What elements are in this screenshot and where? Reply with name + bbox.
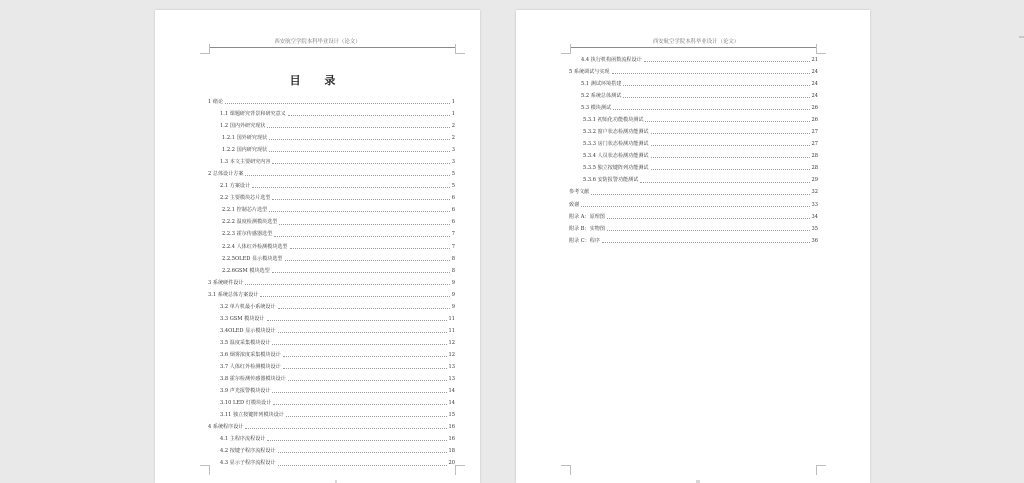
toc-dot-leader <box>283 368 447 369</box>
toc-dot-leader <box>278 452 447 453</box>
document-page-2 <box>516 10 870 483</box>
toc-entry[interactable] <box>220 154 455 165</box>
toc-entry[interactable] <box>222 215 455 226</box>
toc-entry-label: 2.1 方案设计 <box>220 183 251 190</box>
toc-dot-leader <box>272 392 446 393</box>
toc-entry-label: 3.4OLED 显示模块设计 <box>220 327 276 334</box>
toc-entry[interactable] <box>220 335 455 346</box>
toc-entry[interactable] <box>569 197 818 208</box>
toc-entry-label: 附录 B：实物图 <box>569 225 605 232</box>
toc-entry-label: 2.2 主要模块芯片选型 <box>220 195 271 202</box>
toc-entry[interactable] <box>581 76 818 87</box>
toc-entry-label: 1.2 国内外研究现状 <box>220 123 266 129</box>
toc-entry-page: 16 <box>448 436 455 443</box>
toc-entry-page: 1 <box>451 98 455 105</box>
toc-entry-label: 5.3.3 房门状态检测功能测试 <box>583 141 649 148</box>
page-header: 西安航空学院本科毕业设计（论文） <box>652 39 740 45</box>
margin-corner-mark <box>455 44 465 54</box>
document-page-1 <box>155 10 480 483</box>
toc-entry-label: 4.4 执行机构函数流程设计 <box>581 56 642 63</box>
toc-entry[interactable] <box>220 371 455 382</box>
toc-dot-leader <box>260 296 449 297</box>
toc-entry-label: 3.1 系统总体方案设计 <box>208 291 259 298</box>
toc-entry-page: 27 <box>811 129 818 136</box>
margin-corner-mark <box>455 465 465 475</box>
toc-dot-leader <box>602 242 810 243</box>
toc-entry[interactable] <box>222 227 455 238</box>
toc-dot-leader <box>607 218 810 219</box>
toc-entry-page: 5 <box>451 171 455 178</box>
toc-entry-page: 13 <box>448 364 455 370</box>
toc-entry[interactable] <box>220 178 455 189</box>
toc-entry[interactable] <box>220 323 455 334</box>
toc-entry-page: 5 <box>451 183 455 190</box>
toc-entry[interactable] <box>569 221 818 232</box>
toc-entry-page: 16 <box>448 424 455 431</box>
toc-entry[interactable] <box>222 202 455 213</box>
toc-dot-leader <box>278 465 447 466</box>
toc-entry-label: 2.2.3 霍尔传感器选型 <box>222 231 273 238</box>
toc-entry-label: 致谢 <box>569 201 580 208</box>
toc-entry-label: 4.3 显示子程序流程设计 <box>220 460 276 467</box>
toc-dot-leader <box>640 182 809 183</box>
toc-dot-leader <box>286 416 447 417</box>
toc-dot-leader <box>283 356 447 357</box>
toc-entry[interactable] <box>208 419 455 430</box>
toc-dot-leader <box>272 272 450 273</box>
toc-dot-leader <box>267 440 446 441</box>
toc-entry-label: 5.3.5 独立按键阵列功能测试 <box>583 165 649 172</box>
toc-entry[interactable] <box>220 407 455 418</box>
toc-entry-label: 2.2.2 温度检测模块选型 <box>222 219 278 226</box>
toc-entry-label: 1.3 本文主要研究内容 <box>220 159 271 166</box>
toc-entry-page: 9 <box>451 291 455 298</box>
toc-entry-label: 5.2 系统总体测试 <box>581 93 622 100</box>
toc-entry[interactable] <box>583 148 818 159</box>
toc-entry[interactable] <box>583 124 818 135</box>
toc-dot-leader <box>591 194 809 195</box>
toc-entry-label: 1 绪论 <box>208 98 224 105</box>
toc-entry-label: 1.2.2 国内研究现状 <box>222 147 268 154</box>
toc-entry[interactable] <box>208 275 455 286</box>
toc-entry[interactable] <box>222 130 455 141</box>
toc-entry[interactable] <box>220 190 455 201</box>
toc-dot-leader <box>279 224 449 225</box>
toc-dot-leader <box>623 85 809 86</box>
toc-entry[interactable] <box>569 64 818 75</box>
toc-entry[interactable] <box>208 94 455 105</box>
toc-entry-page: 6 <box>451 195 455 202</box>
toc-entry-label: 5.3.2 窗户状态检测功能测试 <box>583 129 649 136</box>
toc-dot-leader <box>644 61 810 62</box>
toc-entry-page: 6 <box>451 207 455 214</box>
toc-entry-label: 5.3.1 初始化功能模块测试 <box>583 117 644 124</box>
toc-entry[interactable] <box>581 88 818 99</box>
toc-entry-page: 13 <box>448 376 455 383</box>
toc-entry-page: 11 <box>448 315 455 322</box>
toc-entry-label: 3.8 霍尔检测传感器模块设计 <box>220 376 286 383</box>
page-header: 西安航空学院本科毕业设计（论文） <box>274 39 361 45</box>
toc-entry-page: 7 <box>451 243 455 250</box>
toc-entry-page: 2 <box>451 123 455 129</box>
toc-entry-label: 5.3.6 安防报警功能测试 <box>583 177 639 184</box>
toc-entry-page: 24 <box>811 93 818 100</box>
toc-dot-leader <box>267 320 447 321</box>
toc-entry-label: 5.3 模块测试 <box>581 105 612 112</box>
toc-dot-leader <box>245 428 446 429</box>
toc-dot-leader <box>273 404 446 405</box>
toc-entry-page: 20 <box>448 460 455 467</box>
toc-entry-label: 4.2 按键子程序流程设计 <box>220 448 276 455</box>
toc-entry-page: 6 <box>451 219 455 226</box>
toc-entry-page: 27 <box>811 141 818 148</box>
margin-corner-mark <box>561 44 571 54</box>
page-number: I <box>335 480 337 483</box>
toc-entry[interactable] <box>581 52 818 63</box>
toc-dot-leader <box>245 284 449 285</box>
toc-entry[interactable] <box>583 173 818 184</box>
toc-entry-label: 3.11 独立按键阵列模块设计 <box>220 412 284 419</box>
toc-entry-page: 11 <box>448 327 455 334</box>
header-rule <box>210 47 455 48</box>
toc-entry-page: 12 <box>448 339 455 346</box>
toc-dot-leader <box>269 211 450 212</box>
toc-entry[interactable] <box>583 160 818 171</box>
toc-entry-label: 2.2.1 控制芯片选型 <box>222 207 268 214</box>
toc-entry[interactable] <box>569 209 818 220</box>
toc-entry-page: 18 <box>448 448 455 455</box>
toc-entry-page: 33 <box>811 201 818 208</box>
toc-entry[interactable] <box>208 166 455 177</box>
toc-dot-leader <box>269 151 450 152</box>
toc-entry-page: 1 <box>451 110 455 117</box>
toc-entry-page: 14 <box>448 400 455 407</box>
toc-entry[interactable] <box>222 251 455 262</box>
toc-dot-leader <box>613 109 809 110</box>
header-rule <box>571 47 816 48</box>
toc-entry-label: 2 总体设计方案 <box>208 171 244 178</box>
toc-dot-leader <box>290 248 450 249</box>
toc-dot-leader <box>278 308 450 309</box>
toc-entry[interactable] <box>569 233 818 244</box>
toc-entry-label: 2.2.5OLED 显示模块选型 <box>222 255 283 262</box>
toc-entry-page: 14 <box>448 388 455 395</box>
toc-entry[interactable] <box>583 136 818 147</box>
toc-entry-page: 3 <box>451 147 455 154</box>
toc-entry-page: 28 <box>811 153 818 160</box>
toc-entry-page: 26 <box>811 117 818 124</box>
toc-entry-page: 36 <box>811 237 818 244</box>
toc-entry[interactable] <box>220 106 455 117</box>
toc-dot-leader <box>288 115 450 116</box>
toc-entry-page: 21 <box>811 56 818 63</box>
toc-entry-label: 4 系统程序设计 <box>208 424 244 431</box>
toc-entry[interactable] <box>220 431 455 442</box>
toc-entry[interactable] <box>220 118 455 129</box>
scroll-marker <box>1019 36 1024 38</box>
toc-dot-leader <box>278 332 447 333</box>
toc-entry-label: 5.1 测试环境搭建 <box>581 81 622 87</box>
toc-entry-page: 34 <box>811 213 818 220</box>
toc-entry-label: 2.2.4 人体红外检测模块选型 <box>222 243 288 250</box>
toc-entry[interactable] <box>222 239 455 250</box>
toc-entry-page: 26 <box>811 105 818 112</box>
toc-entry-page: 7 <box>451 231 455 238</box>
toc-dot-leader <box>288 380 447 381</box>
toc-entry[interactable] <box>220 395 455 406</box>
toc-entry-page: 35 <box>811 225 818 232</box>
toc-entry[interactable] <box>220 383 455 394</box>
toc-entry-page: 9 <box>451 279 455 286</box>
toc-dot-leader <box>651 145 810 146</box>
toc-entry-label: 1.1 课题研究背景和研究意义 <box>220 110 286 117</box>
toc-dot-leader <box>245 175 449 176</box>
toc-entry-label: 3.6 烟雾浓度采集模块设计 <box>220 351 281 358</box>
toc-entry-label: 附录 C：程序 <box>569 237 600 244</box>
toc-entry-page: 2 <box>451 135 455 142</box>
toc-entry[interactable] <box>583 112 818 123</box>
toc-dot-leader <box>252 187 450 188</box>
toc-entry-label: 附录 A：原理图 <box>569 213 605 220</box>
toc-entry-label: 5 系统调试与实现 <box>569 68 610 75</box>
toc-entry-page: 32 <box>811 189 818 196</box>
toc-entry[interactable] <box>220 359 455 370</box>
toc-entry-page: 15 <box>448 412 455 419</box>
toc-entry-label: 4.1 主程序流程设计 <box>220 436 266 443</box>
toc-entry[interactable] <box>208 287 455 298</box>
toc-dot-leader <box>651 169 810 170</box>
toc-entry[interactable] <box>222 263 455 274</box>
toc-dot-leader <box>267 127 449 128</box>
toc-entry-page: 8 <box>451 255 455 262</box>
toc-dot-leader <box>651 157 810 158</box>
margin-corner-mark <box>200 44 210 54</box>
margin-corner-mark <box>200 465 210 475</box>
toc-entry[interactable] <box>220 347 455 358</box>
toc-dot-leader <box>272 199 449 200</box>
page-number: II <box>696 480 700 483</box>
toc-dot-leader <box>274 236 450 237</box>
toc-entry-label: 3.9 声光报警模块设计 <box>220 388 271 395</box>
toc-dot-leader <box>581 206 809 207</box>
toc-entry-label: 3 系统硬件设计 <box>208 279 244 286</box>
toc-dot-leader <box>612 73 810 74</box>
toc-entry[interactable] <box>220 311 455 322</box>
toc-dot-leader <box>269 139 450 140</box>
toc-entry-label: 3.3 GSM 模块设计 <box>220 315 265 322</box>
toc-entry[interactable] <box>222 142 455 153</box>
toc-dot-leader <box>272 163 449 164</box>
toc-entry-page: 29 <box>811 177 818 184</box>
toc-dot-leader <box>623 97 809 98</box>
toc-entry-page: 24 <box>811 68 818 75</box>
toc-entry[interactable] <box>569 185 818 196</box>
toc-entry-label: 5.3.4 人员状态检测功能测试 <box>583 153 649 160</box>
toc-entry-page: 9 <box>451 303 455 310</box>
toc-entry-label: 3.10 LED 灯模块设计 <box>220 400 272 407</box>
toc-title: 目 录 <box>289 74 346 87</box>
toc-entry-page: 28 <box>811 165 818 172</box>
toc-entry[interactable] <box>220 456 455 467</box>
toc-entry-label: 3.5 温度采集模块设计 <box>220 339 271 346</box>
toc-entry-page: 3 <box>451 159 455 166</box>
toc-entry[interactable] <box>220 299 455 310</box>
toc-dot-leader <box>645 121 809 122</box>
toc-dot-leader <box>272 344 446 345</box>
toc-entry[interactable] <box>581 100 818 111</box>
toc-dot-leader <box>651 133 810 134</box>
toc-entry-page: 8 <box>451 267 455 274</box>
toc-entry-page: 12 <box>448 351 455 358</box>
toc-entry[interactable] <box>220 443 455 454</box>
toc-entry-label: 2.2.6GSM 模块选型 <box>222 267 270 274</box>
toc-entry-label: 3.2 单片机最小系统设计 <box>220 303 276 310</box>
toc-entry-label: 3.7 人体红外检测模块设计 <box>220 364 281 370</box>
toc-dot-leader <box>225 103 450 104</box>
toc-entry-label: 参考文献 <box>569 189 590 196</box>
margin-corner-mark <box>561 465 571 475</box>
toc-dot-leader <box>607 230 810 231</box>
toc-entry-label: 1.2.1 国外研究现状 <box>222 135 268 142</box>
toc-dot-leader <box>285 260 450 261</box>
margin-corner-mark <box>816 465 826 475</box>
toc-entry-page: 24 <box>811 81 818 87</box>
